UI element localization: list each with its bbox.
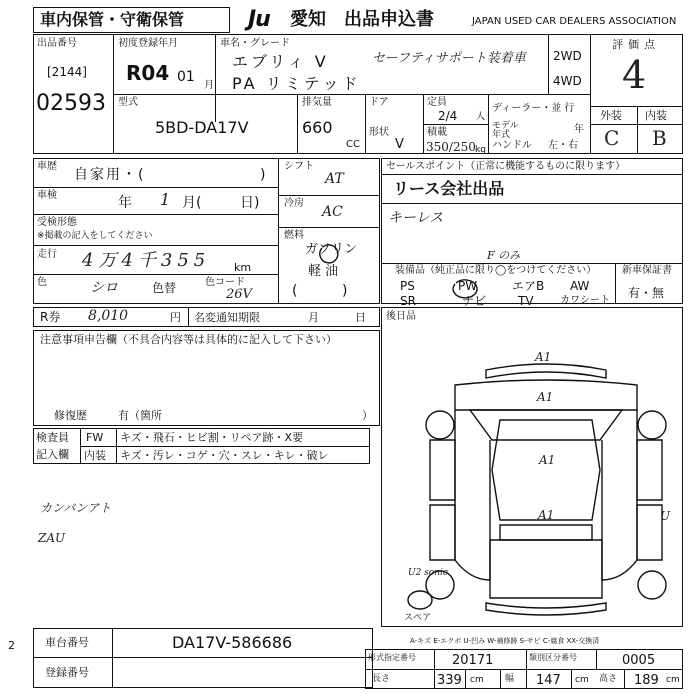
exterior-grade-label: 外装: [600, 109, 622, 122]
exterior-grade: C: [604, 126, 620, 150]
model-label: 型式: [118, 97, 138, 108]
shift-value: AT: [325, 171, 344, 187]
capacity-label: 定員: [427, 97, 447, 108]
drive-4wd: 4WD: [553, 74, 582, 88]
spare-tire: [408, 591, 432, 609]
load-value: 350/250: [426, 140, 476, 154]
damage-mark-roof: A1: [539, 453, 556, 467]
color-handwriting: シロ: [90, 280, 118, 296]
model-value: 5BD-DA17V: [155, 118, 249, 137]
damage-mark-hood: A1: [537, 390, 554, 404]
inspector-note-1: カンバンアト: [40, 501, 112, 515]
damage-mark-rear: A1: [538, 508, 555, 522]
recycle-unit: 円: [170, 311, 181, 324]
handle-options: 左・右: [548, 140, 578, 151]
usage-close: ): [260, 167, 266, 183]
damage-legend: A-キズ E-エクボ U-凹み W-補修跡 S-サビ C-腐食 XX-交換済: [410, 637, 600, 645]
width-unit: cm: [575, 675, 589, 685]
width-value: 147: [536, 673, 561, 688]
equip-ps: PS: [400, 279, 415, 293]
load-label: 積載: [427, 127, 447, 138]
front-bumper: [486, 364, 606, 378]
side-handwriting: U2 sonic: [408, 568, 448, 578]
vehicle-note: セーフティサポート装着車: [372, 51, 526, 66]
model-year-unit: 年: [574, 124, 584, 135]
chassis-label: 車台番号: [45, 636, 89, 649]
association-name: JAPAN USED CAR DEALERS ASSOCIATION: [472, 16, 677, 27]
registration-label: 初度登録年月: [118, 38, 178, 49]
selling-points-label: セールスポイント（正常に機能するものに限ります）: [386, 161, 626, 172]
mileage-label: 走行: [37, 249, 57, 260]
inspection-handwriting: 1: [160, 190, 171, 209]
exterior-items: キズ・飛石・ヒビ割・リペア跡・X要: [120, 431, 304, 444]
fw-label: FW: [86, 431, 104, 444]
lot-label: 出品番号: [37, 38, 77, 49]
region-name: 愛知: [290, 9, 326, 30]
registration-month: 01: [177, 69, 195, 85]
type-number-label: 形式指定番号: [368, 653, 416, 662]
drive-2wd: 2WD: [553, 49, 582, 63]
width-label: 幅: [505, 674, 515, 684]
right-body: [602, 410, 637, 580]
inspection-day: 日): [240, 195, 260, 211]
windshield: [470, 410, 622, 440]
class-number-value: 0005: [622, 653, 656, 668]
load-unit: kg: [475, 145, 486, 155]
body-value: V: [395, 137, 404, 152]
notes-label: 注意事項申告欄（不具合内容等は具体的に記入して下さい）: [40, 333, 337, 346]
model-year-label: モデル年式: [492, 121, 519, 140]
registration-year: R04: [126, 61, 170, 85]
equip-tv: TV: [518, 294, 534, 308]
selling-point-1: リース会社出品: [393, 179, 505, 198]
wheel-rear-right: [638, 571, 666, 599]
fuel-gasoline: ガソリン: [305, 242, 358, 257]
equip-sr: SR: [400, 294, 416, 308]
rear-bumper: [486, 603, 606, 615]
equip-leather-seat: カワシート: [560, 295, 610, 306]
left-body: [455, 410, 490, 580]
inspection-label: 車検: [37, 190, 57, 201]
vehicle-name-label: 車名・グレード: [220, 38, 290, 49]
fuel-circle: [320, 245, 338, 263]
warranty-label: 新車保証書: [622, 265, 672, 276]
pw-circle: [453, 280, 477, 298]
left-door-front: [430, 440, 455, 500]
mileage-handwriting: 4万4千355: [82, 250, 211, 271]
checked-note: ※掲載の記入をしてください: [37, 231, 153, 241]
roof: [492, 420, 600, 520]
entry-label: 記入欄: [36, 448, 69, 461]
inspector-note-2: ZAU: [38, 531, 66, 545]
door-label: ドア: [369, 97, 389, 108]
equip-aw: AW: [570, 279, 590, 293]
shift-label: シフト: [284, 161, 314, 172]
recycle-label: R券: [40, 310, 61, 324]
inspection-year: 年: [118, 195, 132, 211]
equip-airbag: エアB: [512, 279, 545, 293]
inspector-label: 検査員: [36, 431, 69, 444]
type-number-value: 20171: [452, 653, 494, 668]
mileage-unit: km: [234, 261, 252, 274]
rear-window: [500, 525, 592, 540]
wheel-front-left: [426, 411, 454, 439]
displacement-value: 660: [302, 118, 333, 137]
score-label: 評価点: [612, 38, 660, 51]
inspection-month: 月(: [182, 195, 202, 211]
repair-value: 有（箇所: [118, 409, 162, 422]
form-title: 出品申込書: [344, 9, 434, 30]
rear-label: 後日品: [386, 311, 416, 322]
height-label: 高さ: [599, 674, 618, 684]
recycle-value: 8,010: [88, 308, 129, 324]
name-change-month: 月: [308, 311, 319, 324]
right-door-rear: [637, 505, 662, 560]
registration-month-unit: 月: [204, 80, 214, 91]
name-change-label: 名変通知期限: [194, 311, 260, 324]
height-unit: cm: [666, 675, 680, 685]
spare-label: スペア: [404, 613, 432, 623]
height-value: 189: [634, 673, 659, 688]
name-change-day: 日: [355, 311, 366, 324]
damage-mark-front: A1: [535, 350, 552, 364]
color-change-label: 色替: [152, 281, 177, 295]
fuel-diesel: 軽 油: [308, 264, 339, 279]
warranty-value: 有・無: [628, 286, 665, 300]
custody-label: 車内保管・守衛保管: [40, 10, 185, 29]
interior-row-label: 内装: [84, 449, 106, 462]
vehicle-name: エブリィ V: [232, 52, 329, 71]
repair-label: 修復歴: [54, 409, 87, 422]
interior-grade-label: 内装: [645, 109, 667, 122]
capacity-value: 2/4: [438, 109, 458, 123]
wheel-front-right: [638, 411, 666, 439]
left-door-rear: [430, 505, 455, 560]
handle-label: ハンドル: [492, 140, 532, 151]
equip-navi: ナビ: [462, 294, 487, 308]
score-value: 4: [622, 53, 647, 97]
equip-pw: PW: [458, 279, 478, 293]
repair-close: ）: [362, 409, 373, 422]
fuel-label: 燃料: [284, 230, 304, 241]
cc-unit: CC: [346, 139, 360, 150]
capacity-unit: 人: [476, 112, 486, 122]
color-code-label: 色コード: [205, 277, 245, 288]
chassis-number: DA17V-586686: [172, 633, 293, 652]
length-value: 339: [437, 673, 462, 688]
fuel-paren: ( ): [292, 283, 348, 299]
length-label: 長さ: [372, 674, 391, 684]
length-unit: cm: [470, 675, 484, 685]
margin-mark: 2: [8, 639, 15, 652]
ac-label: 冷房: [284, 198, 304, 209]
right-door-front: [637, 440, 662, 500]
ac-value: AC: [322, 204, 343, 220]
damage-mark-side: U: [660, 509, 671, 523]
vehicle-grade: PA リミテッド: [232, 74, 361, 93]
color-code: 26V: [226, 287, 252, 302]
dealer-label: ディーラー・並 行: [492, 103, 575, 114]
rear-body: [490, 540, 602, 598]
checked-label: 受検形態: [37, 217, 77, 228]
color-label: 色: [37, 277, 47, 288]
lot-sub-number: [2144]: [47, 65, 87, 79]
equipment-label: 装備品（純正品に限り◯をつけてください）: [395, 265, 597, 276]
lot-number: 02593: [36, 91, 106, 116]
brand-logo: Ju: [248, 7, 270, 32]
body-label: 形状: [369, 127, 389, 138]
selling-point-2: キーレス: [388, 210, 444, 226]
plate-label: 登録番号: [45, 666, 89, 679]
usage-value: 自家用・(: [74, 167, 146, 183]
class-number-label: 類別区分番号: [529, 653, 577, 662]
displacement-label: 排気量: [302, 97, 332, 108]
interior-grade: B: [652, 126, 667, 150]
interior-items: キズ・汚レ・コゲ・穴・スレ・キレ・破レ: [120, 449, 329, 462]
usage-label: 車歴: [37, 161, 57, 172]
equipment-note: F のみ: [487, 249, 521, 262]
